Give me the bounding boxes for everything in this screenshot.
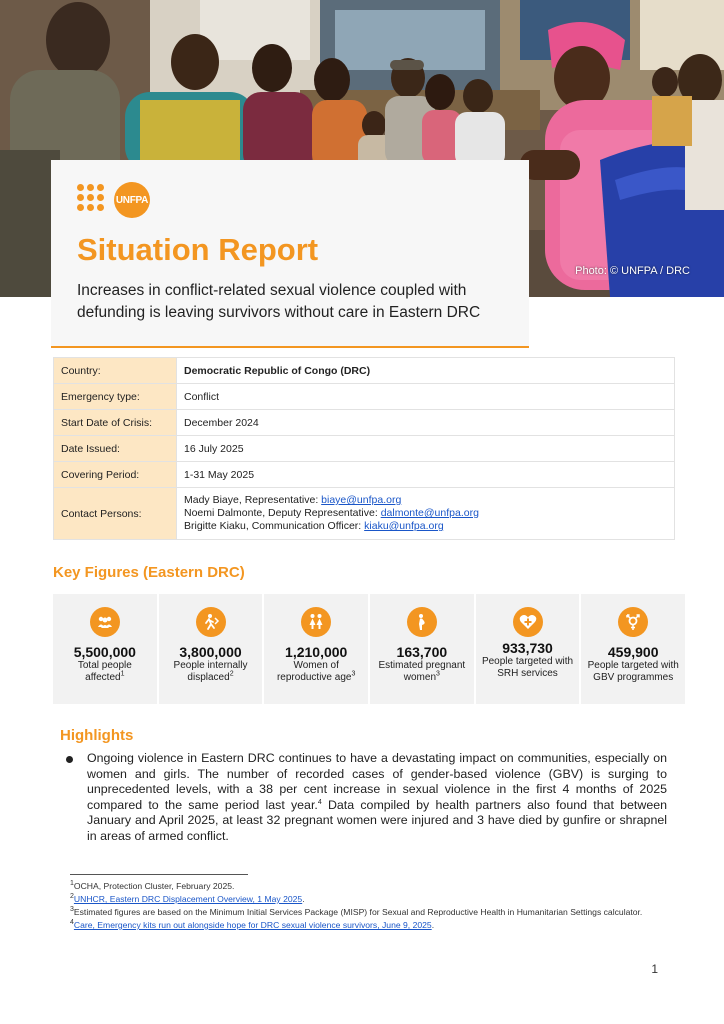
key-figure-pregnant-women <box>370 594 474 704</box>
highlights-title: Highlights <box>60 727 134 744</box>
heart-plus-icon <box>513 607 543 637</box>
figure-value: 163,700 <box>396 644 448 660</box>
emergency-type-value: Conflict <box>177 384 675 410</box>
bullet-icon <box>66 756 73 763</box>
table-row <box>54 488 675 540</box>
table-row <box>54 410 675 436</box>
highlight-paragraph: Ongoing violence in Eastern DRC continues to have a devastating impact on communities, especially on women and girls. The number of recorded cases of gender-based violence (GBV) is surging to unprecedented levels, with a 38 per cent increase in sexual violence in the first 4 months of 2025 compared to the same period last year.$^4$ Data compiled by health partners also found that between January and April 2025, at least 32 pregnant women were injured and 3 have died by gunfire or shrapnel in areas of armed conflict. <box>87 751 667 843</box>
figure-value: 3,800,000 <box>179 644 242 660</box>
figure-value: 459,900 <box>607 644 659 660</box>
contact-line <box>184 520 667 533</box>
contact-persons-label: Contact Persons: <box>54 488 177 540</box>
figure-label: People targeted with SRH services <box>481 656 574 679</box>
page-subtitle: Increases in conflict-related sexual violence coupled with defunding is leaving survivors without care in Eastern DRC <box>77 282 481 321</box>
table-row <box>54 358 675 384</box>
contact-line <box>184 507 667 520</box>
contact-line <box>184 494 667 507</box>
emergency-type-label: Emergency type: <box>54 384 177 410</box>
people-group-icon <box>90 607 120 637</box>
email-link[interactable]: biaye@unfpa.org <box>321 494 402 506</box>
figure-label: People internally displaced$^2$ <box>173 660 248 683</box>
pregnant-woman-icon <box>407 607 437 637</box>
gender-symbol-icon <box>618 607 648 637</box>
footnote-divider <box>70 874 248 875</box>
footnote: $^4$Care, Emergency kits run out alongside hope for DRC sexual violence survivors, June 9, 2025. <box>70 919 435 930</box>
figure-label: Total people affected$^1$ <box>77 660 132 683</box>
footnote: $^3$Estimated figures are based on the Minimum Initial Services Package (MISP) for Sexual and Reproductive Health in Humanitarian Settings calculator. <box>70 906 643 917</box>
start-date-value: December 2024 <box>177 410 675 436</box>
figure-label: People targeted with GBV programmes <box>587 660 679 683</box>
country-label: Country: <box>54 358 177 384</box>
figure-value: 933,730 <box>502 640 553 656</box>
person-walking-icon <box>196 607 226 637</box>
covering-period-label: Covering Period: <box>54 462 177 488</box>
key-figure-displaced <box>159 594 263 704</box>
contact-persons-value <box>177 488 675 540</box>
email-link[interactable]: dalmonte@unfpa.org <box>380 507 479 519</box>
crisis-info-table <box>53 357 675 540</box>
date-issued-value: 16 July 2025 <box>177 436 675 462</box>
footnotes <box>70 881 670 933</box>
country-value: Democratic Republic of Congo (DRC) <box>177 358 675 384</box>
email-link[interactable]: kiaku@unfpa.org <box>364 520 444 532</box>
key-figures-title: Key Figures (Eastern DRC) <box>53 564 245 581</box>
key-figure-gbv-programmes <box>581 594 685 704</box>
logo-wordmark: UNFPA <box>114 182 150 218</box>
covering-period-value: 1-31 May 2025 <box>177 462 675 488</box>
footnote: $^1$OCHA, Protection Cluster, February 2025. <box>70 880 235 891</box>
page-number: 1 <box>651 962 658 976</box>
table-row <box>54 384 675 410</box>
footnote: $^2$UNHCR, Eastern DRC Displacement Overview, 1 May 2025. <box>70 893 305 904</box>
women-icon <box>301 607 331 637</box>
table-row <box>54 462 675 488</box>
key-figure-total-affected <box>53 594 157 704</box>
logo-dots-icon <box>77 184 113 216</box>
footnote-link[interactable]: UNHCR, Eastern DRC Displacement Overview, 1 May 2025 <box>73 894 303 904</box>
key-figures-row <box>53 594 685 704</box>
title-card <box>51 160 529 348</box>
contact-name: Brigitte Kiaku, Communication Officer: <box>184 520 365 532</box>
contact-name: Noemi Dalmonte, Deputy Representative: <box>184 507 381 519</box>
contact-name: Mady Biaye, Representative: <box>184 494 322 506</box>
figure-value: 1,210,000 <box>285 644 348 660</box>
figure-label: Estimated pregnant women$^3$ <box>378 660 466 683</box>
date-issued-label: Date Issued: <box>54 436 177 462</box>
page-title: Situation Report <box>77 232 319 267</box>
key-figure-srh-services <box>476 594 580 704</box>
key-figure-women-reproductive-age <box>264 594 368 704</box>
unfpa-logo <box>77 182 157 218</box>
photo-credit: Photo: © UNFPA / DRC <box>575 265 690 277</box>
table-row <box>54 436 675 462</box>
figure-label: Women of reproductive age$^3$ <box>276 660 356 683</box>
start-date-label: Start Date of Crisis: <box>54 410 177 436</box>
figure-value: 5,500,000 <box>73 644 136 660</box>
footnote-link[interactable]: Care, Emergency kits run out alongside hope for DRC sexual violence survivors, June 9, 2025 <box>73 920 432 930</box>
